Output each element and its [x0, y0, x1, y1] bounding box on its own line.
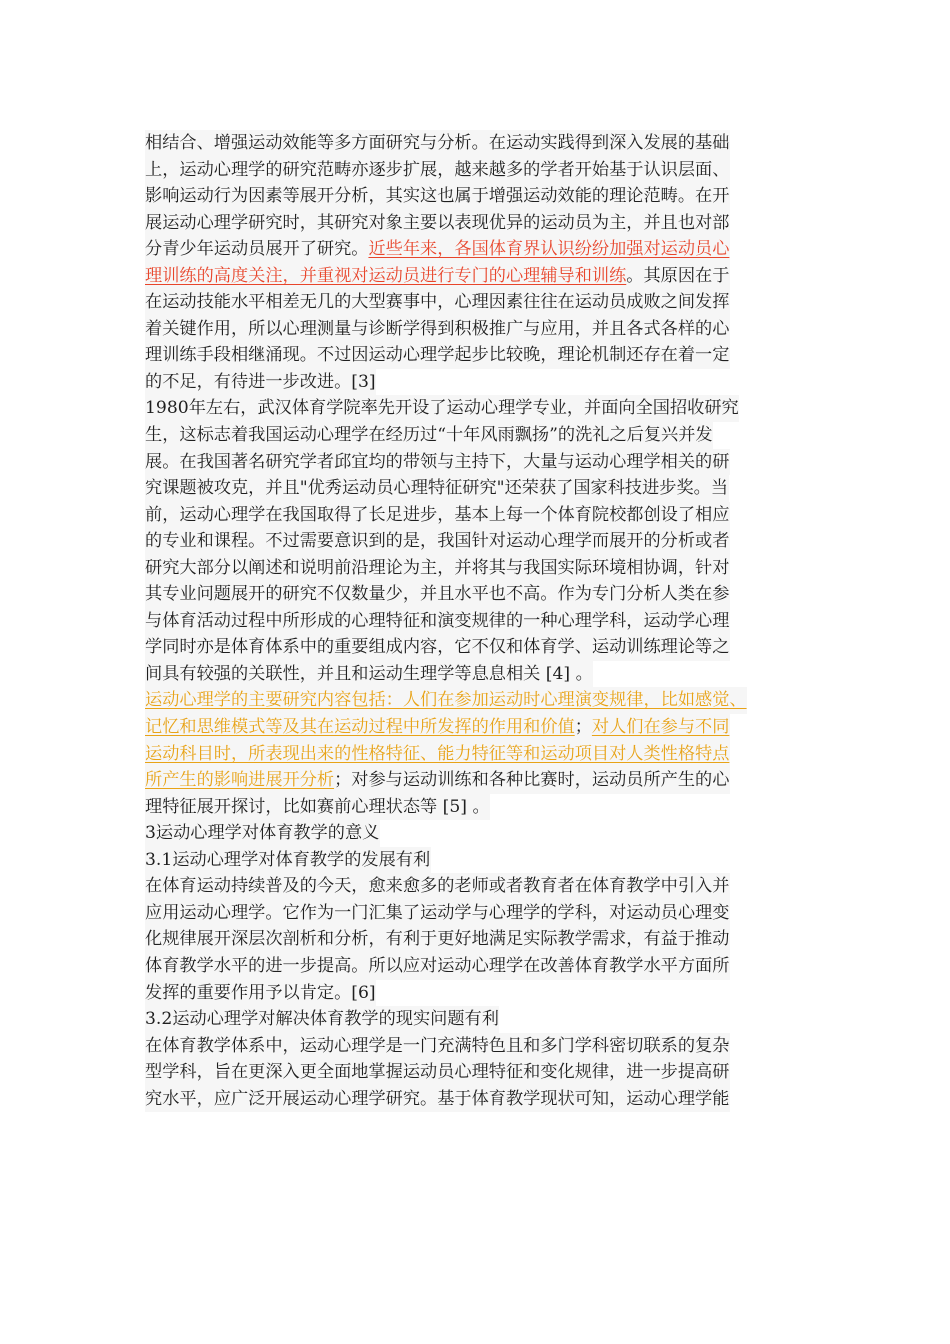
- text-line: [145, 316, 730, 343]
- text-line-content: [145, 289, 729, 316]
- text-line-content: [145, 157, 729, 184]
- highlighted-text-gold: 记忆和思维模式等及其在运动过程中所发挥的作用和价值: [145, 717, 575, 738]
- text-line-content: [145, 741, 729, 768]
- text-line-content: [145, 475, 728, 502]
- text-line-content: [145, 767, 729, 794]
- text-line-content: [145, 449, 729, 476]
- document-body: [145, 130, 815, 1112]
- text-line: [145, 183, 730, 210]
- text-segment: 生，这标志着我国运动心理学在经历过“十年风雨飘扬”的洗礼之后复兴并发: [145, 425, 713, 446]
- text-segment: 的不足，有待进一步改进。[3]: [145, 371, 376, 392]
- text-line: [145, 263, 730, 290]
- text-line-content: [145, 502, 729, 529]
- text-line-content: [145, 661, 593, 688]
- text-line-content: [145, 900, 729, 927]
- text-line-content: [145, 528, 729, 555]
- text-segment: 3.1运动心理学对体育教学的发展有利: [145, 849, 431, 870]
- text-segment: 3运动心理学对体育教学的意义: [145, 823, 380, 844]
- text-line: [145, 528, 730, 555]
- text-line-content: [145, 263, 729, 290]
- text-line: [145, 210, 730, 237]
- text-line-content: [145, 980, 376, 1007]
- text-line: [145, 714, 730, 741]
- text-segment: 型学科，旨在更深入更全面地掌握运动员心理特征和变化规律，进一步提高研: [145, 1062, 730, 1083]
- text-segment: 。其原因在于: [626, 265, 730, 286]
- text-line: [145, 157, 730, 184]
- text-line-content: [145, 1086, 729, 1113]
- text-line: [145, 953, 730, 980]
- text-segment: 体育教学水平的进一步提高。所以应对运动心理学在改善体育教学水平方面所: [145, 955, 730, 976]
- text-segment: 发挥的重要作用予以肯定。[6]: [145, 982, 376, 1003]
- text-line: [145, 289, 730, 316]
- text-line: [145, 1059, 730, 1086]
- text-segment: 学同时亦是体育体系中的重要组成内容，它不仅和体育学、运动训练理论等之: [145, 637, 730, 658]
- text-segment: 在运动技能水平相差无几的大型赛事中，心理因素往往在运动员成败之间发挥: [145, 292, 730, 313]
- text-line: [145, 900, 730, 927]
- text-segment: 应用运动心理学。它作为一门汇集了运动学与心理学的学科，对运动员心理变: [145, 902, 730, 923]
- highlighted-text-gold: 运动科目时，所表现出来的性格特征、能力特征等和运动项目对人类性格特点: [145, 743, 730, 764]
- text-line-content: [145, 608, 729, 635]
- text-line: [145, 741, 730, 768]
- text-line-content: [145, 369, 376, 396]
- text-line-content: [145, 183, 729, 210]
- text-line: [145, 422, 713, 449]
- text-line: [145, 581, 730, 608]
- text-line: [145, 369, 376, 396]
- text-line: [145, 555, 730, 582]
- text-line: [145, 608, 730, 635]
- text-line: [145, 820, 380, 847]
- highlighted-text-red: 理训练的高度关注，并重视对运动员进行专门的心理辅导和训练: [145, 265, 627, 286]
- text-line-content: [145, 395, 739, 422]
- text-segment: 其专业问题展开的研究不仅数量少，并且水平也不高。作为专门分析人类在参: [145, 584, 730, 605]
- text-line: [145, 926, 730, 953]
- highlighted-text-gold: 所产生的影响进展开分析: [145, 770, 335, 791]
- text-line-content: [145, 342, 729, 369]
- text-segment: 在体育运动持续普及的今天，愈来愈多的老师或者教育者在体育教学中引入并: [145, 876, 730, 897]
- text-line: [145, 1006, 499, 1033]
- text-line: [145, 1086, 730, 1113]
- text-line: [145, 687, 747, 714]
- text-segment: 在体育教学体系中，运动心理学是一门充满特色且和多门学科密切联系的复杂: [145, 1035, 730, 1056]
- text-line-content: [145, 581, 729, 608]
- text-segment: 1980年左右，武汉体育学院率先开设了运动心理学专业，并面向全国招收研究: [145, 398, 739, 419]
- text-segment: 化规律展开深层次剖析和分析，有利于更好地满足实际教学需求，有益于推动: [145, 929, 730, 950]
- text-line: [145, 847, 431, 874]
- text-line-content: [145, 1033, 729, 1060]
- text-segment: 展运动心理学研究时，其研究对象主要以表现优异的运动员为主，并且也对部: [145, 212, 730, 233]
- text-line-content: [145, 847, 430, 874]
- text-line-content: [145, 873, 729, 900]
- text-segment: 展。在我国著名研究学者邱宜均的带领与主持下，大量与运动心理学相关的研: [145, 451, 730, 472]
- text-line-content: [145, 236, 729, 263]
- text-segment: 间具有较强的关联性，并且和运动生理学等息息相关 [4] 。: [145, 663, 593, 684]
- text-segment: ；对参与运动训练和各种比赛时，运动员所产生的心: [334, 770, 730, 791]
- text-line: [145, 130, 730, 157]
- text-line-content: [145, 714, 729, 741]
- highlighted-text-gold: 对人们在参与不同: [591, 717, 730, 738]
- text-line: [145, 236, 730, 263]
- text-line: [145, 342, 730, 369]
- text-line-content: [145, 926, 729, 953]
- text-line-content: [145, 1006, 499, 1033]
- text-line: [145, 1033, 730, 1060]
- text-segment: 相结合、增强运动效能等多方面研究与分析。在运动实践得到深入发展的基础: [145, 133, 730, 153]
- text-line-content: [145, 820, 379, 847]
- text-line-content: [145, 316, 729, 343]
- text-segment: 理训练手段相继涌现。不过因运动心理学起步比较晚，理论机制还存在着一定: [145, 345, 730, 366]
- text-segment: 究水平，应广泛开展运动心理学研究。基于体育教学现状可知，运动心理学能: [145, 1088, 730, 1109]
- text-line: [145, 475, 729, 502]
- text-segment: 上，运动心理学的研究范畴亦逐步扩展，越来越多的学者开始基于认识层面、: [145, 159, 730, 180]
- text-line-content: [145, 210, 729, 237]
- text-line: [145, 873, 730, 900]
- text-line: [145, 980, 376, 1007]
- text-segment: 研究大部分以阐述和说明前沿理论为主，并将其与我国实际环境相协调，针对: [145, 557, 730, 578]
- text-segment: 理特征展开探讨，比如赛前心理状态等 [5] 。: [145, 796, 490, 817]
- text-line-content: [145, 555, 729, 582]
- text-line-content: [145, 422, 713, 449]
- text-line-content: [145, 1059, 729, 1086]
- text-line-content: [145, 953, 729, 980]
- text-line: [145, 502, 730, 529]
- text-line-content: [145, 687, 747, 714]
- text-line: [145, 661, 593, 688]
- text-segment: ；: [574, 717, 592, 738]
- text-line-content: [145, 634, 729, 661]
- text-line: [145, 449, 730, 476]
- text-line: [145, 634, 730, 661]
- text-segment: 究课题被攻克，并且"优秀运动员心理特征研究"还荣获了国家科技进步奖。当: [145, 478, 729, 499]
- highlighted-text-red: 近些年来，各国体育界认识纷纷加强对运动员心: [368, 239, 730, 260]
- text-segment: 前，运动心理学在我国取得了长足进步，基本上每一个体育院校都创设了相应: [145, 504, 730, 525]
- text-segment: 影响运动行为因素等展开分析，其实这也属于增强运动效能的理论范畴。在开: [145, 186, 730, 207]
- text-line: [145, 395, 739, 422]
- text-segment: 3.2运动心理学对解决体育教学的现实问题有利: [145, 1009, 499, 1030]
- text-segment: 的专业和课程。不过需要意识到的是，我国针对运动心理学而展开的分析或者: [145, 531, 730, 552]
- text-line: [145, 794, 490, 821]
- text-segment: 着关键作用，所以心理测量与诊断学得到积极推广与应用，并且各式各样的心: [145, 318, 730, 339]
- highlighted-text-gold: 运动心理学的主要研究内容包括：人们在参加运动时心理演变规律，比如感觉、: [145, 690, 747, 711]
- text-segment: 分青少年运动员展开了研究。: [145, 239, 369, 260]
- text-line-content: [145, 794, 490, 821]
- text-segment: 与体育活动过程中所形成的心理特征和演变规律的一种心理学科，运动学心理: [145, 610, 730, 631]
- text-line-content: [145, 130, 729, 157]
- text-line: [145, 767, 730, 794]
